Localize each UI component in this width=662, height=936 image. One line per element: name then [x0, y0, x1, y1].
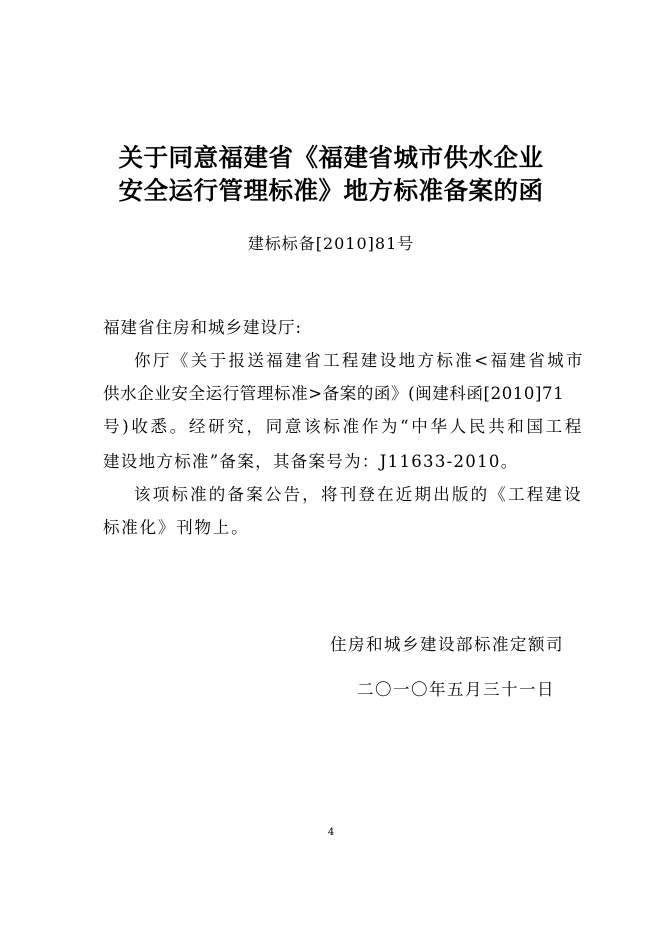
page-number: 4: [327, 827, 335, 838]
body-line: 该项标准的备案公告，将刊登在近期出版的《工程建设: [134, 485, 583, 504]
document-title-line-2: 安全运行管理标准》地方标准备案的函: [118, 176, 544, 205]
signature-organization: 住房和城乡建设部标准定额司: [330, 635, 564, 654]
document-title-line-1: 关于同意福建省《福建省城市供水企业: [118, 143, 544, 172]
signature-date: 二〇一〇年五月三十一日: [357, 680, 555, 699]
body-line: 建设地方标准”备案，其备案号为：J11633-2010。: [103, 452, 519, 471]
body-line: 号)收悉。经研究，同意该标准作为“中华人民共和国工程: [103, 417, 585, 436]
document-number: 建标标备[2010]81号: [247, 234, 415, 253]
body-line: 你厅《关于报送福建省工程建设地方标准<福建省城市: [134, 351, 585, 370]
body-line: 供水企业安全运行管理标准>备案的函》(闽建科函[2010]71: [103, 384, 565, 403]
body-line: 标准化》刊物上。: [103, 518, 250, 537]
salutation: 福建省住房和城乡建设厅:: [103, 318, 303, 337]
